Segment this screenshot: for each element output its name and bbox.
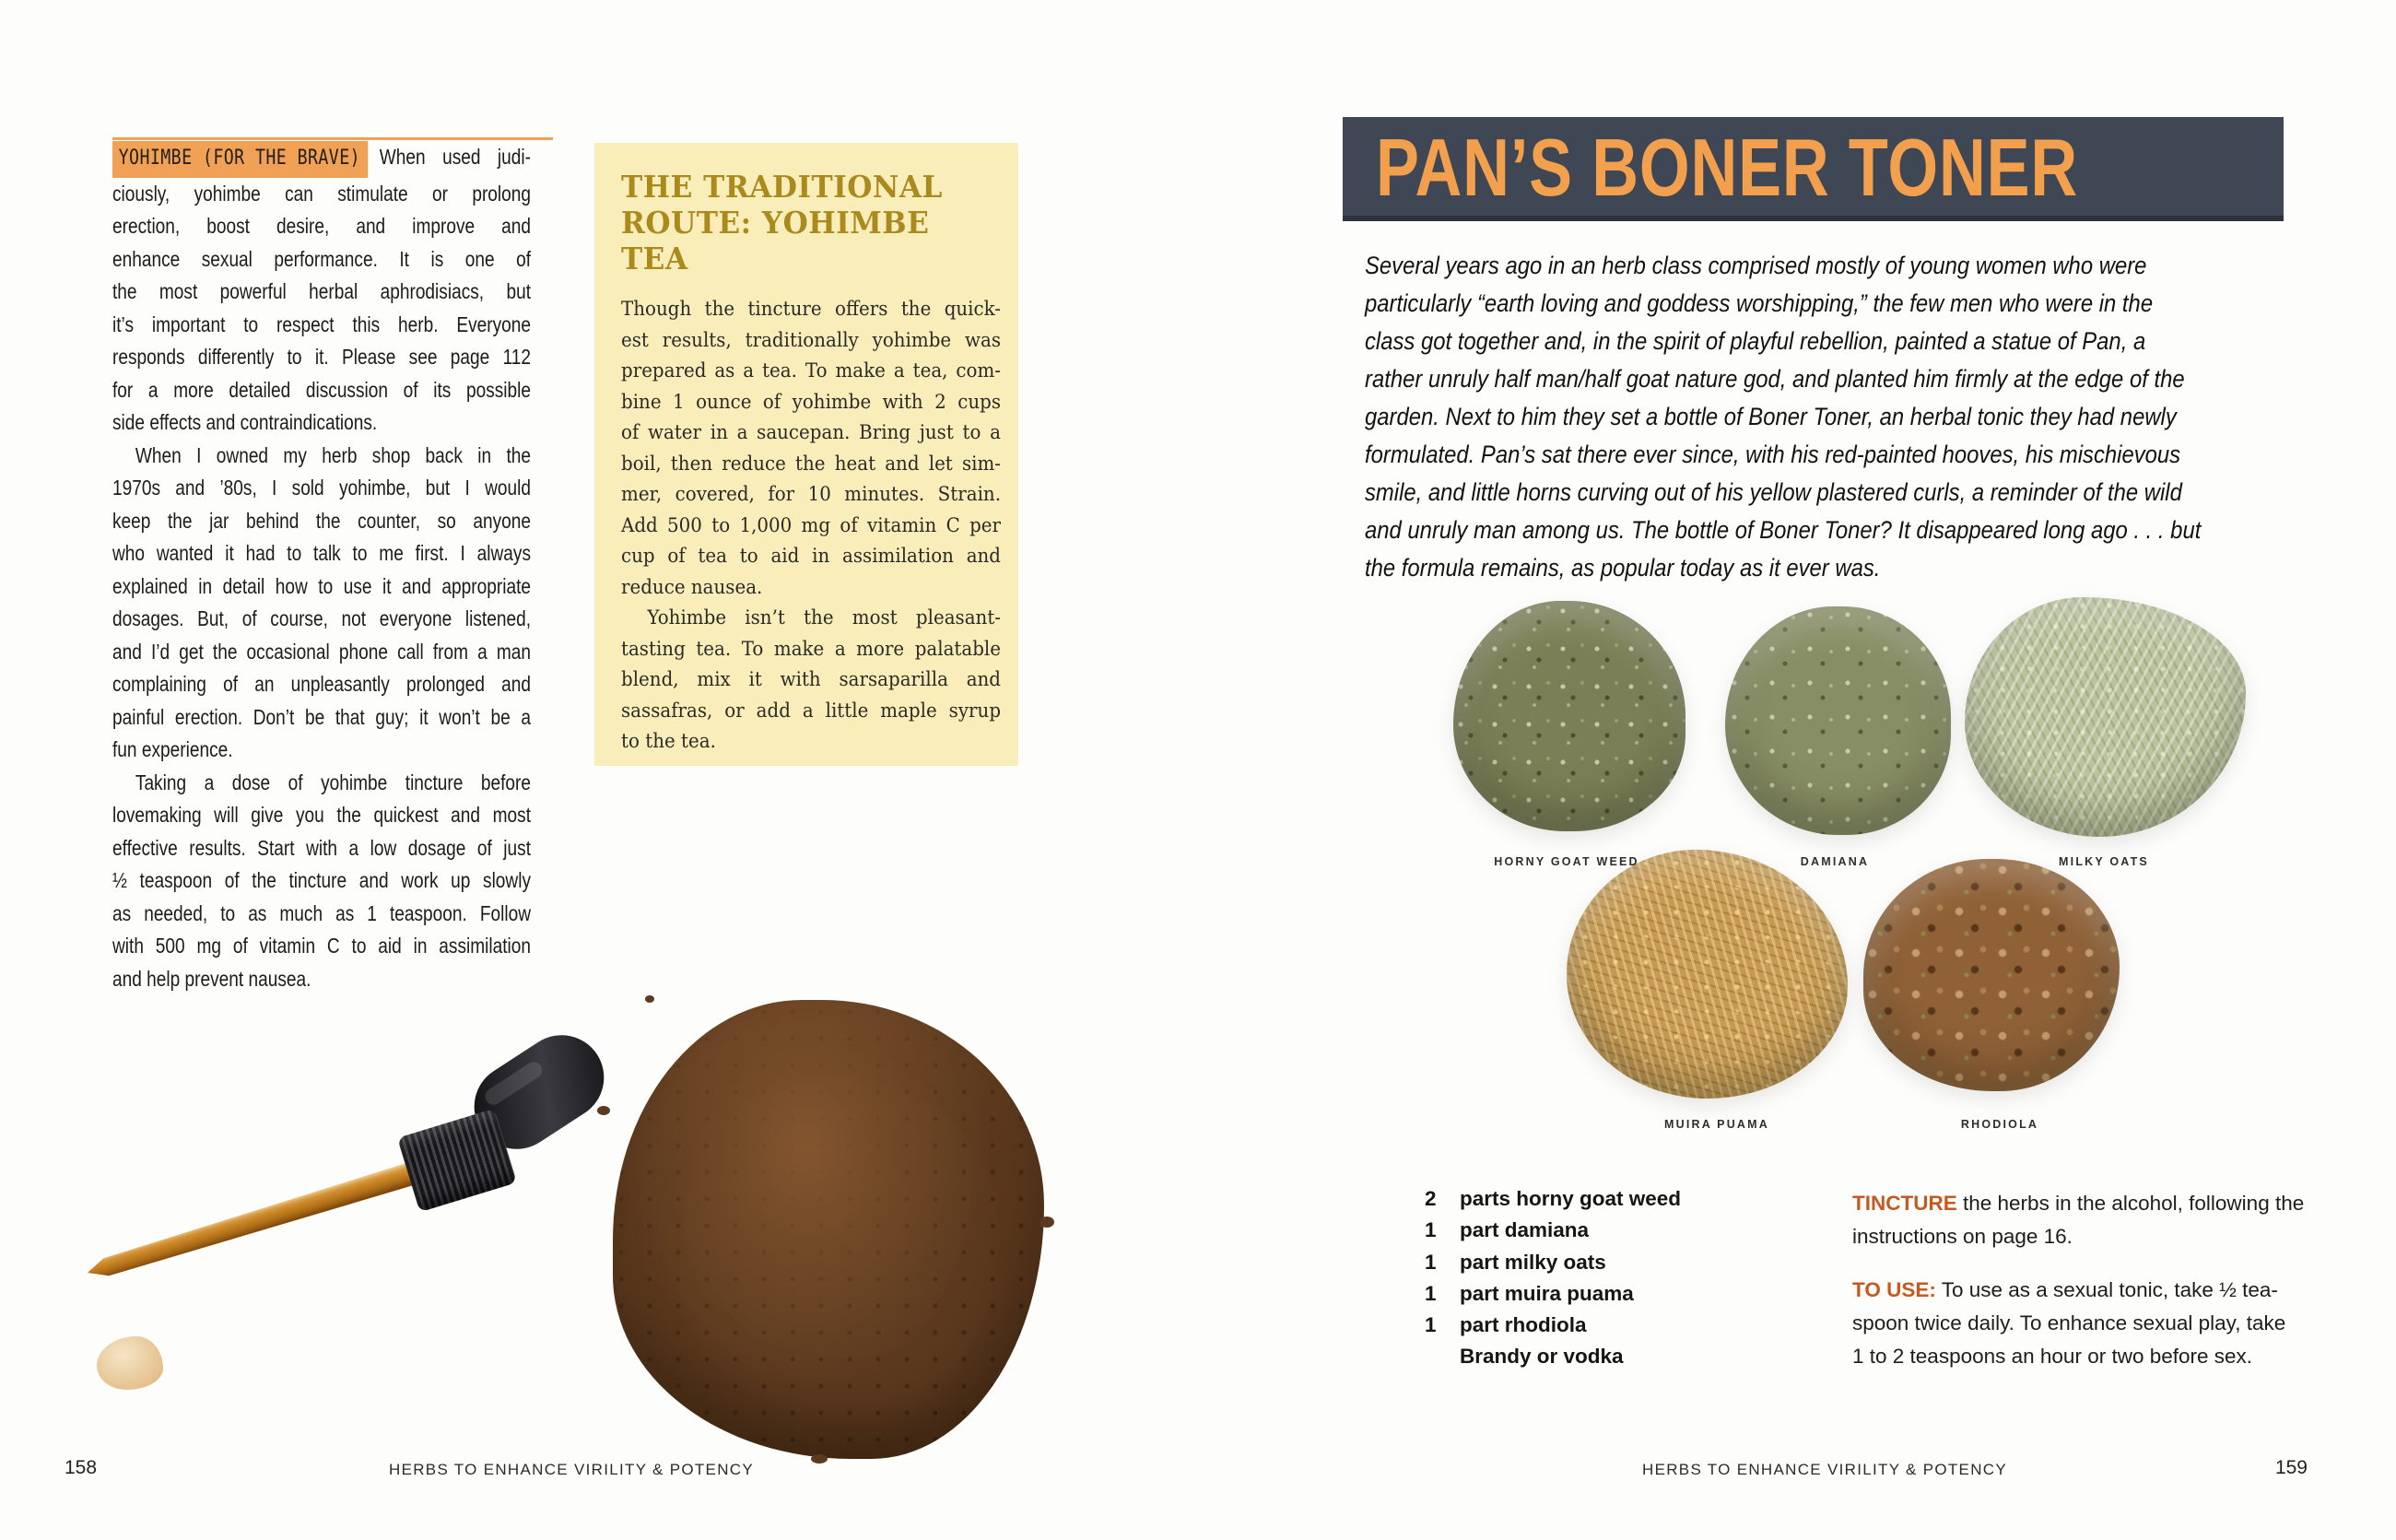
- recipe-title-banner: [1343, 117, 2284, 221]
- powder-speck: [597, 1106, 610, 1115]
- instruction-tincture: [1852, 1187, 2318, 1253]
- ingredient-qty: 1: [1425, 1281, 1437, 1305]
- instruction-to-use: [1852, 1274, 2318, 1373]
- dropper-glass-tube: [84, 1148, 461, 1285]
- body-text-line: with 500 mg of vitamin C to aid in assimilation: [112, 934, 532, 958]
- sidebar-text-line: reduce nausea.: [621, 575, 763, 598]
- rhodiola-photo: [1863, 859, 2120, 1091]
- ingredient-names: [1460, 1187, 1681, 1377]
- paragraph-1: [112, 178, 531, 440]
- intro-text-line: smile, and little horns curving out of his yellow plastered curls, a reminder of the wild: [1365, 478, 2182, 506]
- body-text-line: it’s important to respect this herb. Everyone: [112, 312, 532, 336]
- body-text-line: fun experience.: [112, 737, 233, 761]
- ingredient-name: part muira puama: [1460, 1281, 1634, 1305]
- section-heading-row: [112, 141, 531, 178]
- page-number-left: 158: [65, 1457, 98, 1478]
- body-text-line: dosages. But, of course, not everyone listened,: [112, 606, 532, 630]
- recipe-intro: [1365, 247, 2254, 587]
- body-text-line: responds differently to it. Please see page 112: [112, 345, 532, 369]
- sidebar-title-line: THE TRADITIONAL: [621, 169, 943, 205]
- intro-text-line: formulated. Pan’s sat there ever since, with his red-painted hooves, his mischievous: [1365, 441, 2181, 468]
- ingredient-name: parts horny goat weed: [1460, 1187, 1682, 1210]
- muira-puama-photo: [1567, 850, 1848, 1099]
- body-text-line: ½ teaspoon of the tincture and work up slowly: [112, 868, 532, 892]
- instruction-text: To use as a sexual tonic, take ½ tea-: [1935, 1278, 2278, 1301]
- body-text-line: keep the jar behind the counter, so anyone: [112, 508, 532, 533]
- section-label-highlight: YOHIMBE (FOR THE BRAVE): [112, 141, 368, 178]
- instruction-text-line: instructions on page 16.: [1852, 1225, 2073, 1248]
- body-text-line: Taking a dose of yohimbe tincture before: [135, 770, 532, 794]
- body-text-line: effective results. Start with a low dosage of just: [112, 835, 532, 860]
- ingredient-name: Brandy or vodka: [1460, 1345, 1624, 1369]
- sidebar-paragraph-1: [621, 294, 1001, 603]
- sidebar-text-line: of water in a saucepan. Bring just to a: [621, 421, 1002, 443]
- body-text-line: the most powerful herbal aphrodisiacs, but: [112, 279, 532, 303]
- instruction-text: the herbs in the alcohol, following the: [1956, 1192, 2305, 1215]
- photo-caption-muira-puama: MUIRA PUAMA: [1663, 1118, 1770, 1131]
- powder-speck: [1039, 1217, 1054, 1228]
- sidebar-text-line: Add 500 to 1,000 mg of vitamin C per: [621, 513, 1002, 536]
- tincture-dropper-photo: [55, 1023, 664, 1428]
- photo-caption-milky-oats: MILKY OATS: [2059, 855, 2149, 868]
- body-text-line: ciously, yohimbe can stimulate or prolong: [112, 181, 532, 206]
- photo-caption-horny-goat-weed: HORNY GOAT WEED: [1494, 855, 1639, 868]
- sidebar-text-line: bine 1 ounce of yohimbe with 2 cups: [621, 390, 1002, 413]
- sidebar-text-line: sassafras, or add a little maple syrup: [621, 699, 1002, 722]
- instruction-first-line: [1852, 1274, 2318, 1307]
- powder-speck: [811, 1454, 828, 1464]
- recipe-instructions: [1852, 1187, 2318, 1393]
- body-text-line: 1970s and ’80s, I sold yohimbe, but I would: [112, 476, 532, 500]
- sidebar-text-line: Yohimbe isn’t the most pleasant-: [647, 606, 1002, 629]
- paragraph-first-line: When used judi-: [379, 145, 532, 169]
- paragraph-2: [112, 440, 531, 767]
- body-text-line: explained in detail how to use it and appropriate: [112, 573, 532, 598]
- sidebar-text-line: to the tea.: [621, 730, 716, 752]
- intro-text-line: particularly “earth loving and goddess worshipping,” the few men who were in the: [1365, 289, 2154, 317]
- instruction-rest: [1852, 1220, 2318, 1253]
- instruction-rest: [1852, 1307, 2318, 1373]
- instruction-text-line: spoon twice daily. To enhance sexual play, take: [1852, 1311, 2286, 1334]
- ingredient-qty: 1: [1425, 1313, 1437, 1337]
- instruction-text-line: 1 to 2 teaspoons an hour or two before sex.: [1852, 1345, 2253, 1368]
- ingredient-quantities: [1425, 1187, 1437, 1377]
- instruction-lead-word: TO USE:: [1852, 1278, 1936, 1301]
- sidebar-content: [621, 169, 1001, 758]
- body-text-line: who wanted it had to talk to me first. I always: [112, 541, 532, 565]
- body-text-line: as needed, to as much as 1 teaspoon. Follow: [112, 900, 532, 925]
- milky-oats-photo: [1965, 597, 2246, 837]
- sidebar-text-line: boil, then reduce the heat and let sim-: [621, 452, 1002, 475]
- sidebar-text-line: prepared as a tea. To make a tea, com-: [621, 359, 1002, 382]
- body-text-line: lovemaking will give you the quickest and most: [112, 803, 532, 827]
- body-text-line: painful erection. Don’t be that guy; it won’t be a: [112, 704, 532, 729]
- page-number-right: 159: [2274, 1457, 2308, 1478]
- left-column: [112, 141, 531, 995]
- recipe-title: PAN’S BONER TONER: [1376, 122, 2079, 213]
- ingredient-qty: 2: [1425, 1187, 1437, 1210]
- sidebar-tea-box: [594, 143, 1018, 766]
- intro-text-line: garden. Next to him they set a bottle of Boner Toner, an herbal tonic they had newly: [1365, 403, 2177, 430]
- body-text-line: enhance sexual performance. It is one of: [112, 246, 532, 271]
- body-text-line: erection, boost desire, and improve and: [112, 214, 532, 238]
- body-text-line: for a more detailed discussion of its possible: [112, 377, 532, 402]
- damiana-photo: [1725, 606, 1951, 835]
- powder-speck: [645, 995, 654, 1003]
- ingredient-name: part rhodiola: [1460, 1313, 1587, 1337]
- photo-caption-damiana: DAMIANA: [1800, 855, 1870, 868]
- instruction-first-line: [1852, 1187, 2318, 1220]
- ingredient-name: part damiana: [1460, 1218, 1590, 1242]
- sidebar-text-line: mer, covered, for 10 minutes. Strain.: [621, 483, 1002, 505]
- horny-goat-weed-photo: [1453, 601, 1685, 831]
- ingredient-qty: 1: [1425, 1250, 1437, 1274]
- running-head-right: HERBS TO ENHANCE VIRILITY & POTENCY: [1642, 1461, 2007, 1478]
- column-top-rule: [112, 137, 553, 140]
- ingredient-qty: [1425, 1345, 1437, 1376]
- sidebar-title-line: ROUTE: YOHIMBE TEA: [621, 205, 930, 276]
- sidebar-text-line: est results, traditionally yohimbe was: [621, 328, 1002, 351]
- sidebar-text-line: cup of tea to aid in assimilation and: [621, 545, 1002, 567]
- instruction-lead-word: TINCTURE: [1852, 1192, 1957, 1215]
- running-head-left: HERBS TO ENHANCE VIRILITY & POTENCY: [389, 1461, 754, 1478]
- sidebar-title: [621, 169, 1001, 276]
- yohimbe-powder-photo: [613, 1000, 1044, 1459]
- intro-text-line: the formula remains, as popular today as it ever was.: [1365, 554, 1881, 582]
- ingredient-name: part milky oats: [1460, 1250, 1606, 1274]
- body-text-line: and help prevent nausea.: [112, 966, 311, 991]
- photo-caption-rhodiola: RHODIOLA: [1960, 1118, 2039, 1131]
- sidebar-text-line: blend, mix it with sarsaparilla and: [621, 668, 1002, 690]
- body-text-line: side effects and contraindications.: [112, 410, 378, 434]
- sidebar-paragraph-2: [621, 603, 1001, 758]
- body-text-line: and I’d get the occasional phone call from a man: [112, 639, 532, 664]
- intro-text-line: Several years ago in an herb class comprised mostly of young women who were: [1365, 252, 2147, 279]
- body-text-line: complaining of an unpleasantly prolonged and: [112, 672, 532, 696]
- intro-text-line: rather unruly half man/half goat nature god, and planted him firmly at the edge of the: [1365, 365, 2185, 393]
- spilled-tincture-drop: [97, 1336, 163, 1390]
- sidebar-text-line: Though the tincture offers the quick-: [621, 298, 1002, 320]
- dropper-ribbed-cap: [397, 1109, 517, 1212]
- intro-text-line: and unruly man among us. The bottle of Boner Toner? It disappeared long ago . . . but: [1365, 516, 2202, 544]
- sidebar-text-line: tasting tea. To make a more palatable: [621, 637, 1002, 660]
- ingredient-qty: 1: [1425, 1218, 1437, 1242]
- intro-text-line: class got together and, in the spirit of playful rebellion, painted a statue of Pan, a: [1365, 327, 2146, 355]
- body-text-line: When I owned my herb shop back in the: [135, 442, 532, 467]
- paragraph-3: [112, 767, 531, 996]
